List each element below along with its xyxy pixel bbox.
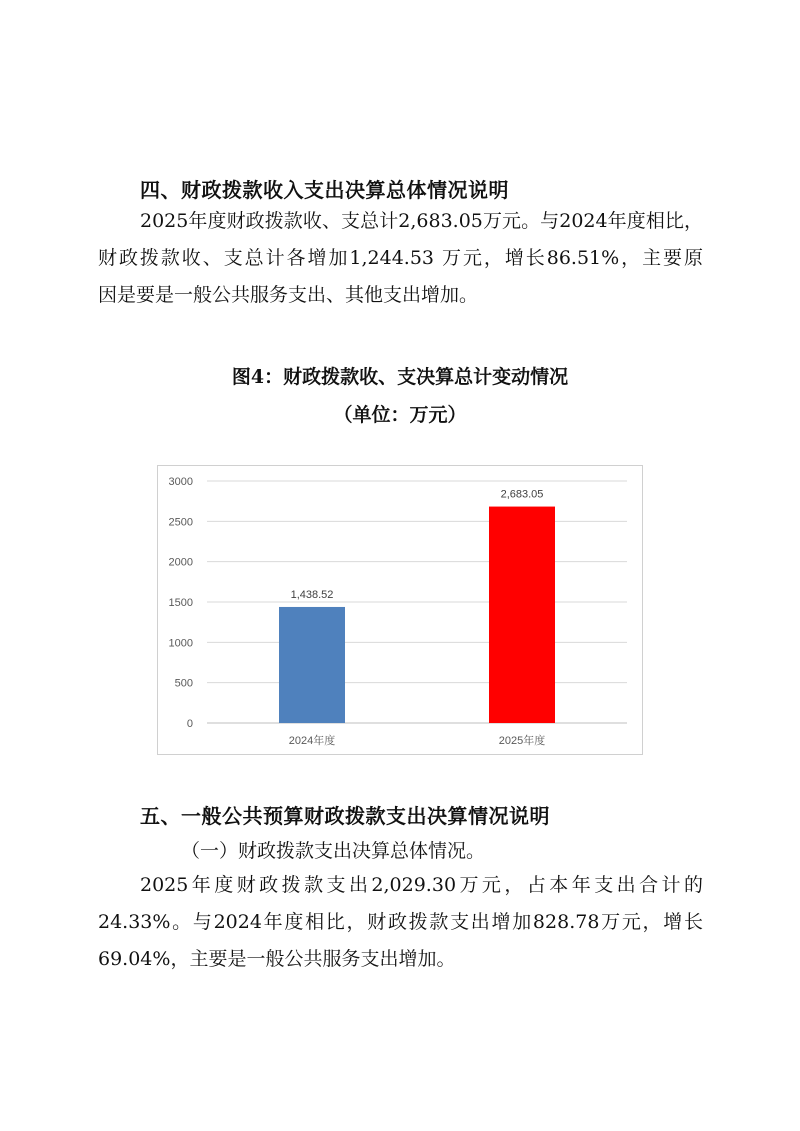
data-label: 1,438.52 — [290, 588, 334, 601]
y-tick-label: 0 — [186, 718, 193, 730]
section-5-heading: 五、一般公共预算财政拨款支出决算情况说明 — [140, 804, 550, 828]
figure-unit: （单位：万元） — [333, 404, 467, 426]
paragraph-line: 2025年度财政拨款收、支总计2,683.05万元。与2024年度相比， — [140, 210, 703, 232]
y-tick-label: 500 — [174, 677, 193, 690]
bar — [489, 507, 555, 723]
section-5-subheading: （一）财政拨款支出决算总体情况。 — [181, 840, 486, 862]
section-4-heading: 四、财政拨款收入支出决算总体情况说明 — [140, 178, 509, 202]
y-tick-label: 1500 — [168, 597, 193, 609]
paragraph-line: 24.33%。与2024年度相比，财政拨款支出增加828.78万元，增长 — [98, 911, 703, 933]
x-tick-label: 2024年度 — [288, 735, 336, 747]
section-4-paragraph — [98, 203, 703, 314]
bar-chart — [157, 465, 643, 755]
paragraph-line: 69.04%，主要是一般公共服务支出增加。 — [98, 948, 456, 970]
bar — [279, 607, 345, 723]
chart-frame — [158, 466, 643, 755]
y-tick-label: 1000 — [168, 637, 193, 650]
paragraph-line: 因是要是一般公共服务支出、其他支出增加。 — [98, 284, 479, 306]
paragraph-line: 2025年度财政拨款支出2,029.30万元，占本年支出合计的 — [140, 874, 703, 896]
section-5-paragraph — [98, 867, 703, 978]
y-tick-label: 2000 — [168, 556, 193, 569]
paragraph-line: 财政拨款收、支总计各增加1,244.53 万元，增长86.51%，主要原 — [98, 247, 703, 269]
x-tick-label: 2025年度 — [498, 735, 546, 747]
y-tick-label: 3000 — [168, 476, 193, 488]
figure-title: 图4：财政拨款收、支决算总计变动情况 — [231, 366, 569, 388]
y-tick-label: 2500 — [168, 516, 193, 529]
data-label: 2,683.05 — [500, 488, 544, 501]
